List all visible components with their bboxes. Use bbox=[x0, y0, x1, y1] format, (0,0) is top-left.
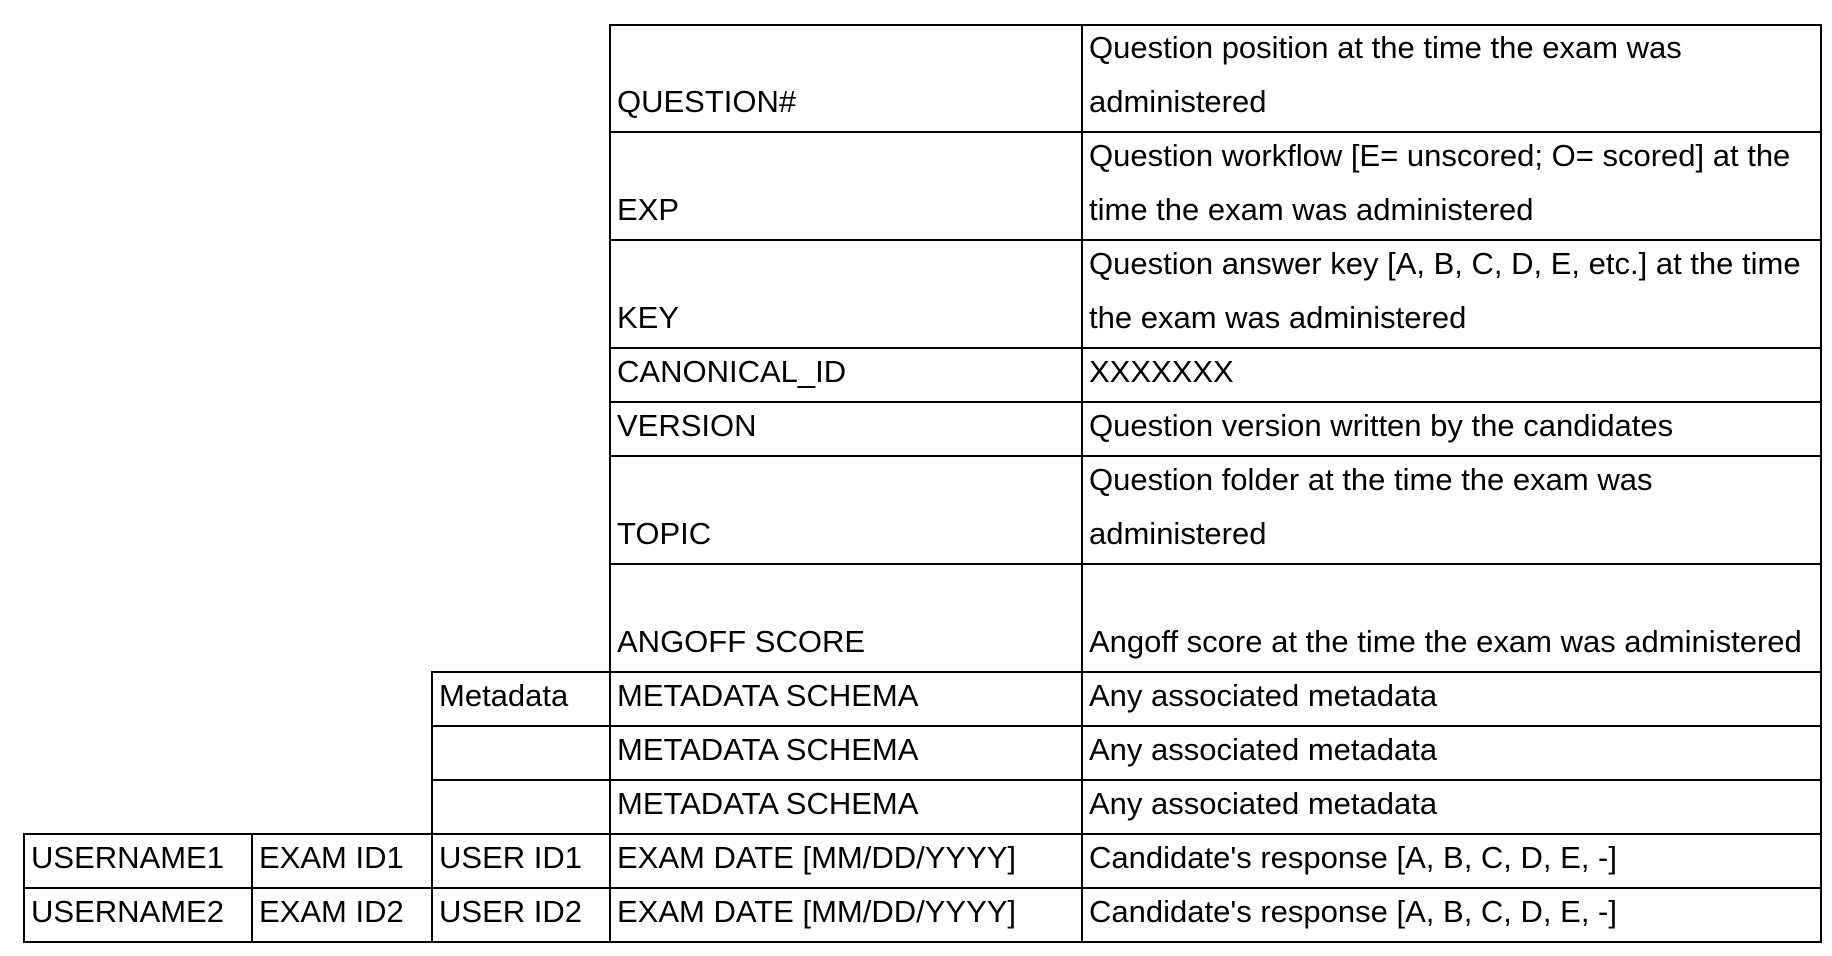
field-name-cell: VERSION bbox=[617, 408, 757, 443]
grid-line bbox=[609, 563, 1822, 565]
metadata-description-cell: Any associated metadata bbox=[1089, 786, 1438, 821]
grid-line bbox=[609, 24, 611, 943]
metadata-description-cell: Any associated metadata bbox=[1089, 732, 1438, 767]
metadata-schema-cell: METADATA SCHEMA bbox=[617, 732, 919, 767]
field-name-cell: CANONICAL_ID bbox=[617, 354, 847, 389]
grid-line bbox=[431, 779, 1822, 781]
grid-line bbox=[609, 131, 1822, 133]
grid-line bbox=[609, 401, 1822, 403]
field-description-cell: Question folder at the time the exam was administered bbox=[1089, 462, 1653, 551]
candidate-response-cell: Candidate's response [A, B, C, D, E, -] bbox=[1089, 840, 1617, 875]
metadata-schema-cell: METADATA SCHEMA bbox=[617, 678, 919, 713]
field-description-cell: Question version written by the candidates bbox=[1089, 408, 1674, 443]
grid-line bbox=[23, 887, 1822, 889]
metadata-description-cell: Any associated metadata bbox=[1089, 678, 1438, 713]
grid-line bbox=[609, 347, 1822, 349]
grid-line bbox=[609, 24, 1822, 26]
username-cell: USERNAME2 bbox=[31, 894, 224, 929]
grid-line bbox=[431, 725, 1822, 727]
metadata-label-cell bbox=[432, 780, 610, 834]
field-description-cell: Angoff score at the time the exam was administered bbox=[1089, 624, 1802, 659]
metadata-schema-cell: METADATA SCHEMA bbox=[617, 786, 919, 821]
grid-line bbox=[1081, 24, 1083, 943]
field-description-cell: Question answer key [A, B, C, D, E, etc.] at the time the exam was administered bbox=[1089, 246, 1801, 335]
grid-line bbox=[609, 455, 1822, 457]
grid-line bbox=[23, 833, 25, 943]
field-description-cell: Question workflow [E= unscored; O= scored] at the time the exam was administered bbox=[1089, 138, 1791, 227]
field-name-cell: KEY bbox=[617, 300, 680, 335]
grid-line bbox=[1820, 24, 1822, 943]
grid-line bbox=[251, 833, 253, 943]
exam-date-cell: EXAM DATE [MM/DD/YYYY] bbox=[617, 840, 1017, 875]
exam-id-cell: EXAM ID2 bbox=[259, 894, 404, 929]
field-description-cell: XXXXXXX bbox=[1089, 354, 1234, 389]
grid-line bbox=[431, 671, 433, 943]
field-name-cell: QUESTION# bbox=[617, 84, 797, 119]
exam-date-cell: EXAM DATE [MM/DD/YYYY] bbox=[617, 894, 1017, 929]
field-name-cell: ANGOFF SCORE bbox=[617, 624, 866, 659]
grid-line bbox=[23, 941, 1822, 943]
metadata-label-cell: Metadata bbox=[439, 678, 569, 713]
field-name-cell: EXP bbox=[617, 192, 680, 227]
metadata-label-cell bbox=[432, 726, 610, 780]
user-id-cell: USER ID1 bbox=[439, 840, 582, 875]
field-name-cell: TOPIC bbox=[617, 516, 712, 551]
field-description-cell: Question position at the time the exam was administered bbox=[1089, 30, 1682, 119]
user-id-cell: USER ID2 bbox=[439, 894, 582, 929]
candidate-response-cell: Candidate's response [A, B, C, D, E, -] bbox=[1089, 894, 1617, 929]
exam-id-cell: EXAM ID1 bbox=[259, 840, 404, 875]
grid-line bbox=[609, 239, 1822, 241]
grid-line bbox=[431, 671, 1822, 673]
grid-line bbox=[23, 833, 1822, 835]
username-cell: USERNAME1 bbox=[31, 840, 224, 875]
